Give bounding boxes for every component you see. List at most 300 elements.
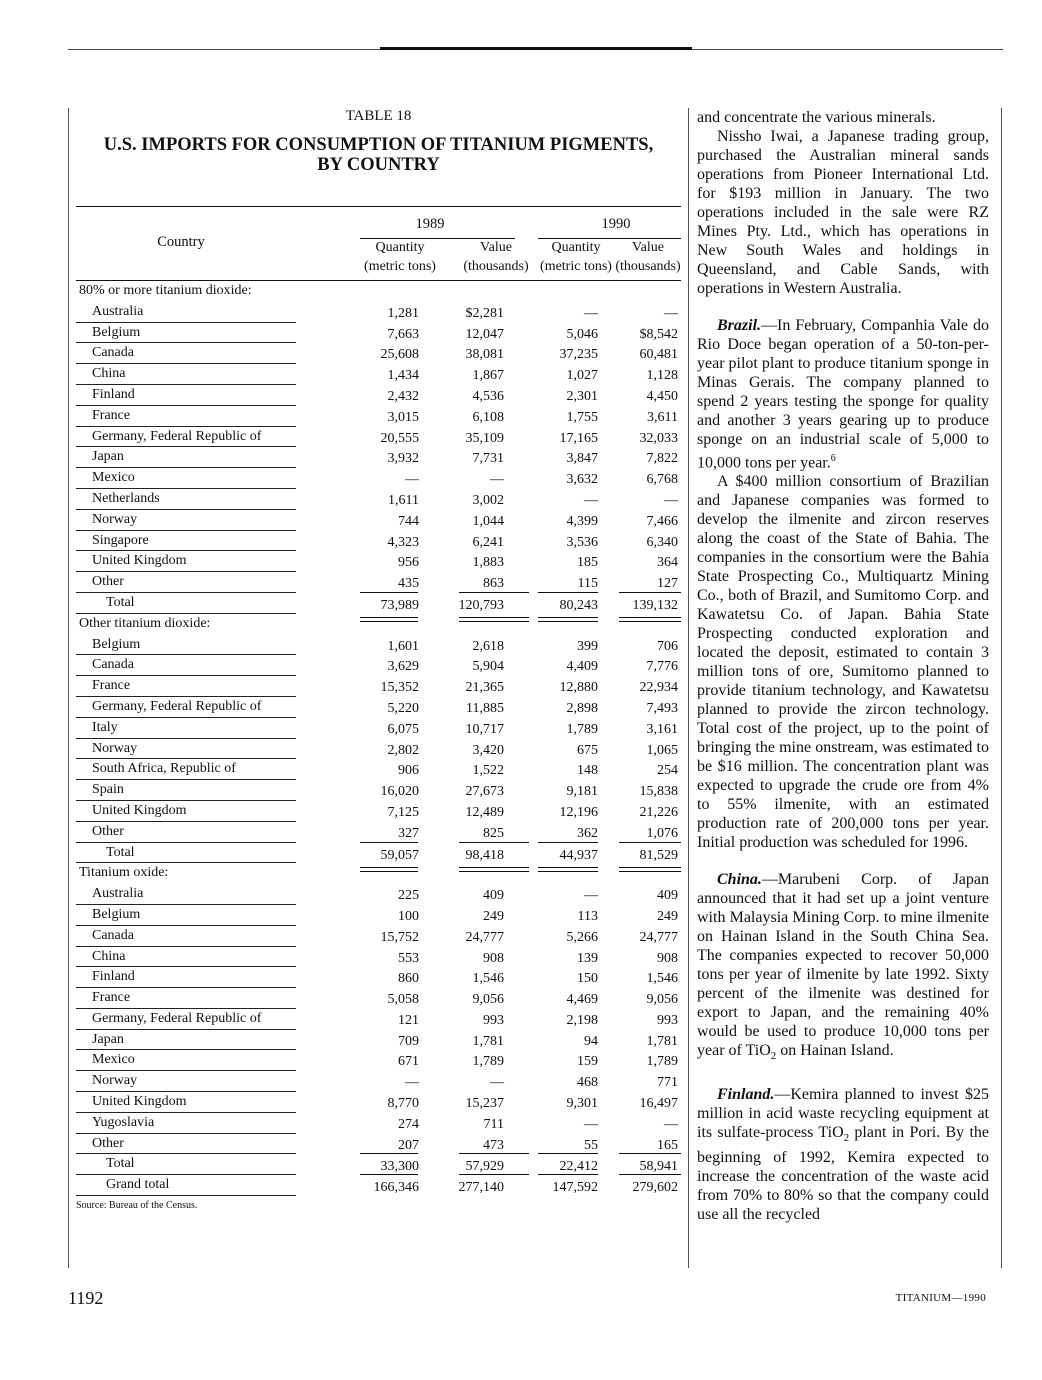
- val-header-line1: Value: [480, 240, 512, 255]
- row-value: 277,140: [458, 1180, 504, 1196]
- row-label: Australia: [92, 303, 144, 319]
- row-value: 55: [584, 1137, 598, 1153]
- row-value: 9,056: [646, 992, 678, 1008]
- finland-text: —Kemira planned to invest $25 million in acid waste recycling equipment at its sulfate-process TiO: [697, 1085, 989, 1141]
- row-value: 9,181: [566, 784, 598, 800]
- total-rule: [619, 1153, 681, 1175]
- row-label: Australia: [92, 886, 144, 902]
- year-1990-header: 1990: [601, 216, 631, 232]
- row-label: Japan: [92, 1031, 124, 1047]
- table-row: [76, 364, 681, 385]
- row-value: 139: [577, 950, 598, 966]
- row-value: 2,198: [566, 1012, 598, 1028]
- row-label: China: [92, 366, 126, 382]
- total-row: [76, 1154, 681, 1175]
- total-rule: [360, 1153, 418, 1175]
- table-row: [76, 635, 681, 656]
- row-value: 225: [398, 888, 419, 904]
- china-text: —Marubeni Corp. of Japan announced that it had set up a joint venture with Malaysia Mining Corp. to mine ilmenite on Hainan Island in the South China Sea. The companies expected to recover 50,000 tons per year of ilmenite by late 1992. Sixty percent of the ilmenite was destined for export to Japan, and the remaining 40% would be used to produce 10,000 tons per year of TiO: [697, 871, 989, 1060]
- row-value: —: [490, 1075, 504, 1091]
- paragraph-brazil: [697, 316, 989, 472]
- row-label: South Africa, Republic of: [92, 761, 236, 777]
- row-value: 5,266: [566, 929, 598, 945]
- china-subscript: 2: [770, 1050, 777, 1063]
- row-label: Belgium: [92, 324, 141, 340]
- row-value: 825: [483, 825, 504, 841]
- row-value: 121: [398, 1012, 419, 1028]
- row-value: 3,629: [387, 659, 419, 675]
- column-divider-rule: [688, 108, 689, 1268]
- row-value: 1,601: [387, 638, 419, 654]
- row-label: Canada: [92, 345, 134, 361]
- row-value: 906: [398, 763, 419, 779]
- row-value: 60,481: [639, 347, 678, 363]
- row-value: 7,493: [646, 700, 678, 716]
- row-value: 435: [398, 576, 419, 592]
- row-value: 6,075: [387, 721, 419, 737]
- total-rule: [538, 1174, 598, 1196]
- row-value: 327: [398, 825, 419, 841]
- qty-1990-header: [536, 238, 616, 276]
- row-value: 249: [657, 908, 678, 924]
- row-label: Norway: [92, 511, 138, 527]
- finland-text-end: plant in Pori. By the beginning of 1992, Kemira expected to increase the concentration of the waste acid from 70% to 80% so that the company could use all the recycled: [697, 1123, 990, 1223]
- row-value: —: [584, 305, 598, 321]
- row-value: 993: [657, 1012, 678, 1028]
- total-rule: [619, 592, 681, 614]
- row-value: —: [664, 492, 678, 508]
- table-row: [76, 1134, 681, 1155]
- row-value: 3,161: [646, 721, 678, 737]
- qty-header-line2: (metric tons): [364, 259, 436, 274]
- table-row: [76, 323, 681, 344]
- running-title: TITANIUM—1990: [895, 1292, 986, 1304]
- row-value: 44,937: [559, 847, 598, 863]
- section-row: [76, 614, 681, 635]
- row-value: 12,489: [465, 804, 504, 820]
- row-value: 22,934: [639, 680, 678, 696]
- row-value: 148: [577, 763, 598, 779]
- row-value: 58,941: [639, 1159, 678, 1175]
- table-row: [76, 427, 681, 448]
- row-value: 12,196: [559, 804, 598, 820]
- footnote-ref: 6: [830, 453, 836, 464]
- row-value: 113: [577, 908, 598, 924]
- row-value: 274: [398, 1116, 419, 1132]
- row-value: 908: [657, 950, 678, 966]
- row-value: 1,546: [646, 971, 678, 987]
- row-value: 1,027: [566, 368, 598, 384]
- table-row: [76, 1009, 681, 1030]
- row-value: 409: [483, 888, 504, 904]
- row-value: 249: [483, 908, 504, 924]
- row-label: Norway: [92, 1073, 138, 1089]
- table-row: [76, 718, 681, 739]
- row-value: 709: [398, 1033, 419, 1049]
- row-label: France: [92, 407, 131, 423]
- table-row: [76, 884, 681, 905]
- top-rule-bold: [380, 47, 692, 50]
- row-value: 24,777: [639, 929, 678, 945]
- row-value: 81,529: [639, 847, 678, 863]
- table-row: [76, 510, 681, 531]
- row-label: Mexico: [92, 1052, 135, 1068]
- row-value: 9,056: [472, 992, 504, 1008]
- table-row: [76, 822, 681, 843]
- row-value: 409: [657, 888, 678, 904]
- row-value: 3,536: [566, 534, 598, 550]
- table-row: [76, 759, 681, 780]
- year-1989-header: 1989: [415, 216, 445, 232]
- row-value: 24,777: [465, 929, 504, 945]
- row-value: 362: [577, 825, 598, 841]
- paragraph-continued: and concentrate the various minerals.: [697, 109, 936, 126]
- right-margin-rule: [1001, 108, 1002, 1268]
- row-label: Netherlands: [92, 490, 160, 506]
- row-value: —: [584, 492, 598, 508]
- header-top-rule: [76, 206, 681, 207]
- row-label: Italy: [92, 719, 118, 735]
- row-value: 7,466: [646, 513, 678, 529]
- table-row: [76, 739, 681, 760]
- row-value: 10,717: [465, 721, 504, 737]
- row-label: Other: [92, 1135, 124, 1151]
- row-value: —: [664, 1116, 678, 1132]
- row-value: 20,555: [380, 430, 419, 446]
- row-value: 1,781: [646, 1033, 678, 1049]
- row-value: 100: [398, 908, 419, 924]
- row-value: 6,241: [472, 534, 504, 550]
- row-value: $8,542: [639, 326, 678, 342]
- row-label: Finland: [92, 386, 135, 402]
- row-value: 94: [584, 1033, 598, 1049]
- finland-subscript: 2: [843, 1131, 850, 1144]
- total-row: [76, 843, 681, 864]
- row-value: 706: [657, 638, 678, 654]
- val-header-line2: (thousands): [463, 259, 529, 274]
- row-value: 4,536: [472, 388, 504, 404]
- left-margin-rule: [68, 108, 69, 1268]
- row-value: —: [584, 888, 598, 904]
- brazil-heading: Brazil.: [717, 317, 762, 334]
- row-value: 908: [483, 950, 504, 966]
- row-value: 1,065: [646, 742, 678, 758]
- row-value: 553: [398, 950, 419, 966]
- table-row: [76, 468, 681, 489]
- row-label: Japan: [92, 449, 124, 465]
- table-row: [76, 489, 681, 510]
- row-value: 1,128: [646, 368, 678, 384]
- row-value: 37,235: [559, 347, 598, 363]
- row-value: 1,789: [646, 1054, 678, 1070]
- row-value: 6,108: [472, 409, 504, 425]
- row-value: 22,412: [559, 1159, 598, 1175]
- row-value: 207: [398, 1137, 419, 1153]
- table-row: [76, 572, 681, 593]
- row-value: 12,880: [559, 680, 598, 696]
- row-value: 993: [483, 1012, 504, 1028]
- row-label: Germany, Federal Republic of: [92, 1010, 262, 1026]
- row-value: —: [405, 472, 419, 488]
- qty-header-line1: Quantity: [551, 240, 601, 255]
- row-label: Norway: [92, 740, 138, 756]
- row-value: 468: [577, 1075, 598, 1091]
- row-label: Canada: [92, 927, 134, 943]
- body-text-column: [697, 108, 989, 1224]
- row-label: Germany, Federal Republic of: [92, 428, 262, 444]
- row-value: 6,768: [646, 472, 678, 488]
- row-value: 1,789: [566, 721, 598, 737]
- row-value: 38,081: [465, 347, 504, 363]
- row-value: 1,044: [472, 513, 504, 529]
- row-value: 32,033: [639, 430, 678, 446]
- row-label: Germany, Federal Republic of: [92, 698, 262, 714]
- row-value: 1,611: [388, 492, 419, 508]
- val-header-line1: Value: [632, 240, 664, 255]
- row-label: Spain: [92, 782, 124, 798]
- row-value: 15,838: [639, 784, 678, 800]
- row-value: 16,020: [380, 784, 419, 800]
- row-value: 7,663: [387, 326, 419, 342]
- row-label: Total: [106, 1156, 135, 1172]
- row-value: 127: [657, 576, 678, 592]
- row-value: 2,898: [566, 700, 598, 716]
- row-value: —: [490, 472, 504, 488]
- row-value: 3,611: [647, 409, 678, 425]
- row-value: 15,752: [380, 929, 419, 945]
- row-value: $2,281: [465, 305, 504, 321]
- row-value: 166,346: [373, 1180, 419, 1196]
- row-value: 4,323: [387, 534, 419, 550]
- table-row: [76, 967, 681, 988]
- row-label: Other: [92, 823, 124, 839]
- total-row: [76, 1175, 681, 1196]
- row-label: Other titanium dioxide:: [79, 615, 211, 631]
- row-value: 8,770: [387, 1096, 419, 1112]
- val-1990-header: [606, 238, 690, 276]
- row-label: Grand total: [106, 1177, 170, 1193]
- row-value: 57,929: [465, 1159, 504, 1175]
- total-row: [76, 593, 681, 614]
- row-value: 5,220: [387, 700, 419, 716]
- total-rule: [538, 842, 598, 864]
- row-value: 25,608: [380, 347, 419, 363]
- row-value: 711: [483, 1116, 504, 1132]
- row-value: 4,469: [566, 992, 598, 1008]
- val-1989-header: [456, 238, 536, 276]
- qty-header-line2: (metric tons): [540, 259, 612, 274]
- row-value: 399: [577, 638, 598, 654]
- total-rule: [538, 592, 598, 614]
- table-row: [76, 655, 681, 676]
- row-label: Total: [106, 844, 135, 860]
- table-row: [76, 1030, 681, 1051]
- row-value: 860: [398, 971, 419, 987]
- table-row: [76, 385, 681, 406]
- row-value: 159: [577, 1054, 598, 1070]
- table-title-line2: BY COUNTRY: [317, 155, 440, 175]
- total-rule: [459, 1153, 529, 1175]
- row-value: —: [405, 1075, 419, 1091]
- row-value: 16,497: [639, 1096, 678, 1112]
- total-rule: [459, 592, 529, 614]
- row-value: 5,058: [387, 992, 419, 1008]
- row-value: 473: [483, 1137, 504, 1153]
- row-value: 6,340: [646, 534, 678, 550]
- row-label: Singapore: [92, 532, 149, 548]
- row-value: 2,432: [387, 388, 419, 404]
- row-value: 254: [657, 763, 678, 779]
- row-value: 35,109: [465, 430, 504, 446]
- table-row: [76, 406, 681, 427]
- row-value: 3,420: [472, 742, 504, 758]
- total-rule: [619, 842, 681, 864]
- table-row: [76, 1071, 681, 1092]
- paragraph-finland: [697, 1085, 989, 1224]
- paragraph-bahia-consortium: A $400 million consortium of Brazilian and Japanese companies was formed to develop the ilmenite and zircon reserves along the coast of the State of Bahia. The companies in the consortium were the Bahia State Prospecting Co., Multiquartz Mining Co., both of Brazil, and Sumitomo Corp. and Kawatetsu Co. of Japan. Bahia State Prospecting conducted exploration and located the deposit, estimated to contain 3 million tons of ore, Sumitomo planned to provide titanium technology, and Kawatetsu planned to provide the zircon technology. Total cost of the project, up to the point of bringing the mine onstream, was estimated to be $16 million. The concentration plant was expected to upgrade the crude ore from 4% to 55% ilmenite, with an estimated production rate of 200,000 tons per year. Initial production was scheduled for 1996.: [697, 473, 989, 852]
- row-value: 771: [657, 1075, 678, 1091]
- row-label: Total: [106, 594, 135, 610]
- table-row: [76, 780, 681, 801]
- table-row: [76, 697, 681, 718]
- table-row: [76, 801, 681, 822]
- row-value: 1,789: [472, 1054, 504, 1070]
- row-label: United Kingdom: [92, 553, 187, 569]
- row-value: 7,822: [646, 451, 678, 467]
- row-label: Mexico: [92, 470, 135, 486]
- row-value: 2,802: [387, 742, 419, 758]
- row-value: 4,409: [566, 659, 598, 675]
- row-label: Yugoslavia: [92, 1114, 155, 1130]
- row-label: United Kingdom: [92, 802, 187, 818]
- row-underline: [76, 1195, 296, 1196]
- row-label: France: [92, 990, 131, 1006]
- table-source-note: Source: Bureau of the Census.: [76, 1200, 198, 1211]
- total-rule: [360, 1174, 418, 1196]
- imports-table: [76, 108, 681, 1196]
- row-value: 3,015: [387, 409, 419, 425]
- row-value: 671: [398, 1054, 419, 1070]
- row-value: 675: [577, 742, 598, 758]
- row-value: 139,132: [632, 597, 678, 613]
- row-value: 279,602: [632, 1180, 678, 1196]
- row-value: 185: [577, 555, 598, 571]
- table-row: [76, 926, 681, 947]
- row-value: 33,300: [380, 1159, 419, 1175]
- row-value: 7,731: [472, 451, 504, 467]
- row-value: 1,883: [472, 555, 504, 571]
- row-value: 1,076: [646, 825, 678, 841]
- row-value: 1,755: [566, 409, 598, 425]
- row-value: 27,673: [465, 784, 504, 800]
- table-body: [76, 281, 681, 1196]
- table-row: [76, 302, 681, 323]
- row-label: China: [92, 948, 126, 964]
- row-value: 120,793: [458, 597, 504, 613]
- row-value: 1,546: [472, 971, 504, 987]
- row-value: 744: [398, 513, 419, 529]
- page-number: 1192: [68, 1288, 104, 1308]
- row-value: —: [664, 305, 678, 321]
- row-value: 115: [577, 576, 598, 592]
- row-value: 15,352: [380, 680, 419, 696]
- row-value: 9,301: [566, 1096, 598, 1112]
- row-value: 2,301: [566, 388, 598, 404]
- row-value: 12,047: [465, 326, 504, 342]
- row-value: 1,522: [472, 763, 504, 779]
- qty-1989-header: [350, 238, 450, 276]
- row-value: 80,243: [559, 597, 598, 613]
- row-value: 4,450: [646, 388, 678, 404]
- row-value: 21,226: [639, 804, 678, 820]
- table-row: [76, 905, 681, 926]
- row-label: Canada: [92, 657, 134, 673]
- table-row: [76, 947, 681, 968]
- row-value: 7,776: [646, 659, 678, 675]
- china-text-end: on Hainan Island.: [776, 1042, 894, 1060]
- table-row: [76, 1092, 681, 1113]
- row-value: 956: [398, 555, 419, 571]
- row-value: 2,618: [472, 638, 504, 654]
- finland-heading: Finland.: [717, 1085, 775, 1103]
- table-row: [76, 531, 681, 552]
- total-rule: [538, 1153, 598, 1175]
- section-row: [76, 281, 681, 302]
- row-value: 150: [577, 971, 598, 987]
- row-value: 1,867: [472, 368, 504, 384]
- country-header: Country: [157, 234, 205, 250]
- brazil-text: —In February, Companhia Vale do Rio Doce began operation of a 50-ton-per-year pilot plant to produce titanium sponge in Minas Gerais. The company planned to spend 2 years testing the sponge for quality and another 3 years gearing up to produce sponge on an industrial scale of 5,000 to 10,000 tons per year.: [697, 317, 989, 472]
- table-row: [76, 1050, 681, 1071]
- row-value: 1,781: [472, 1033, 504, 1049]
- row-value: 73,989: [380, 597, 419, 613]
- china-heading: China.: [717, 871, 762, 889]
- row-value: 364: [657, 555, 678, 571]
- table-number: TABLE 18: [345, 108, 412, 124]
- row-value: 1,434: [387, 368, 419, 384]
- row-value: 3,932: [387, 451, 419, 467]
- table-row: [76, 551, 681, 572]
- row-value: 147,592: [552, 1180, 598, 1196]
- row-value: 5,046: [566, 326, 598, 342]
- paragraph-china: [697, 870, 989, 1066]
- table-row: [76, 447, 681, 468]
- row-label: Belgium: [92, 906, 141, 922]
- row-value: 3,002: [472, 492, 504, 508]
- row-value: 3,632: [566, 472, 598, 488]
- table-row: [76, 343, 681, 364]
- row-value: 17,165: [559, 430, 598, 446]
- row-value: 15,237: [465, 1096, 504, 1112]
- row-value: 1,281: [387, 305, 419, 321]
- row-label: Finland: [92, 969, 135, 985]
- row-value: 7,125: [387, 804, 419, 820]
- total-rule: [459, 1174, 529, 1196]
- row-value: 11,885: [466, 700, 504, 716]
- row-label: Other: [92, 574, 124, 590]
- row-value: 5,904: [472, 659, 504, 675]
- table-title-line1: U.S. IMPORTS FOR CONSUMPTION OF TITANIUM PIGMENTS,: [103, 135, 654, 155]
- row-value: 165: [657, 1137, 678, 1153]
- row-value: 3,847: [566, 451, 598, 467]
- total-rule: [360, 592, 418, 614]
- table-row: [76, 988, 681, 1009]
- total-rule: [459, 842, 529, 864]
- val-header-line2: (thousands): [615, 259, 681, 274]
- row-label: Belgium: [92, 636, 141, 652]
- row-value: —: [584, 1116, 598, 1132]
- row-label: 80% or more titanium dioxide:: [79, 283, 252, 298]
